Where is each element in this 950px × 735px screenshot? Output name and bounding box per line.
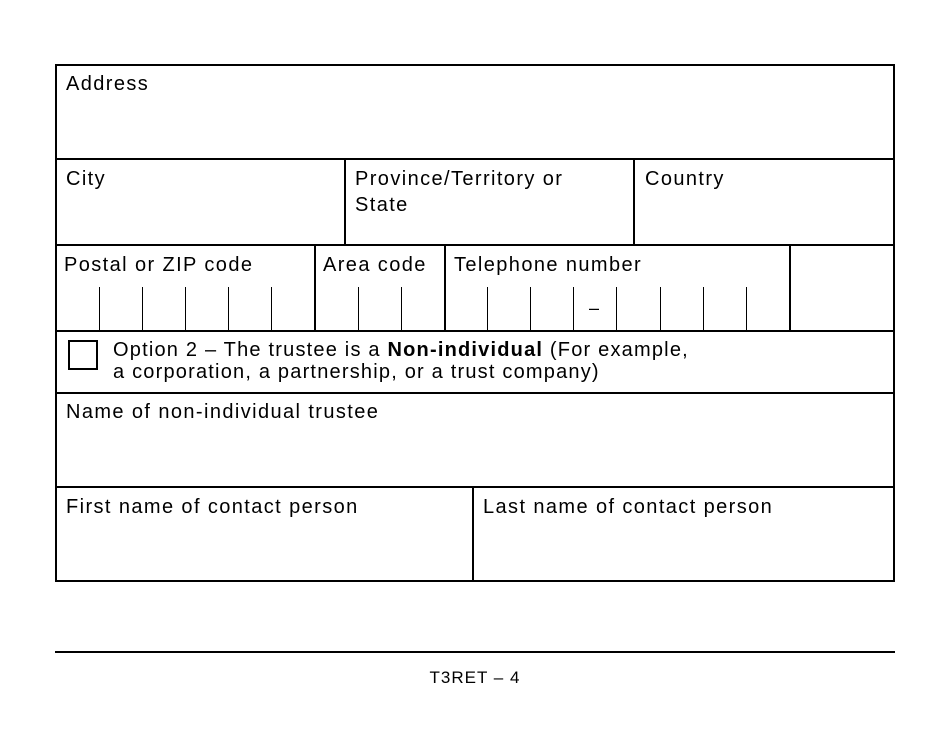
digit-separator xyxy=(99,287,100,330)
digit-separator xyxy=(271,287,272,330)
contact-last-name-label: Last name of contact person xyxy=(483,496,774,518)
option-2-prefix: Option 2 – The trustee is a xyxy=(113,339,388,361)
address-label: Address xyxy=(66,73,150,95)
digit-separator xyxy=(616,287,617,330)
city-label: City xyxy=(66,168,107,190)
option-2-text-line2: a corporation, a partnership, or a trust company) xyxy=(113,361,600,383)
digit-separator xyxy=(660,287,661,330)
option-2-bold: Non-individual xyxy=(387,339,544,361)
digit-separator xyxy=(228,287,229,330)
option-2-text-line1 xyxy=(113,339,689,362)
contact-first-name-label: First name of contact person xyxy=(66,496,359,518)
telephone-label: Telephone number xyxy=(454,254,643,276)
digit-separator xyxy=(401,287,402,330)
country-label: Country xyxy=(645,168,725,190)
area-code-label: Area code xyxy=(323,254,427,276)
province-label-line1: Province/Territory or xyxy=(355,168,564,190)
footer-rule xyxy=(55,651,895,653)
row-divider xyxy=(55,330,895,332)
option-2-checkbox[interactable] xyxy=(68,340,98,370)
column-divider xyxy=(789,244,791,332)
postal-code-label: Postal or ZIP code xyxy=(64,254,254,276)
address-field[interactable] xyxy=(57,66,893,158)
non-individual-name-label: Name of non-individual trustee xyxy=(66,401,380,423)
digit-separator xyxy=(487,287,488,330)
row-divider xyxy=(55,244,895,246)
phone-dash: – xyxy=(589,298,600,318)
digit-separator xyxy=(573,287,574,330)
option-2-suffix: (For example, xyxy=(543,339,689,361)
digit-separator xyxy=(358,287,359,330)
digit-separator xyxy=(703,287,704,330)
area-code-field[interactable] xyxy=(316,286,444,330)
province-label-line2: State xyxy=(355,194,409,216)
telephone-field[interactable] xyxy=(446,286,789,330)
digit-separator xyxy=(142,287,143,330)
digit-separator xyxy=(530,287,531,330)
digit-separator xyxy=(185,287,186,330)
page-number: T3RET – 4 xyxy=(429,668,521,687)
digit-separator xyxy=(746,287,747,330)
